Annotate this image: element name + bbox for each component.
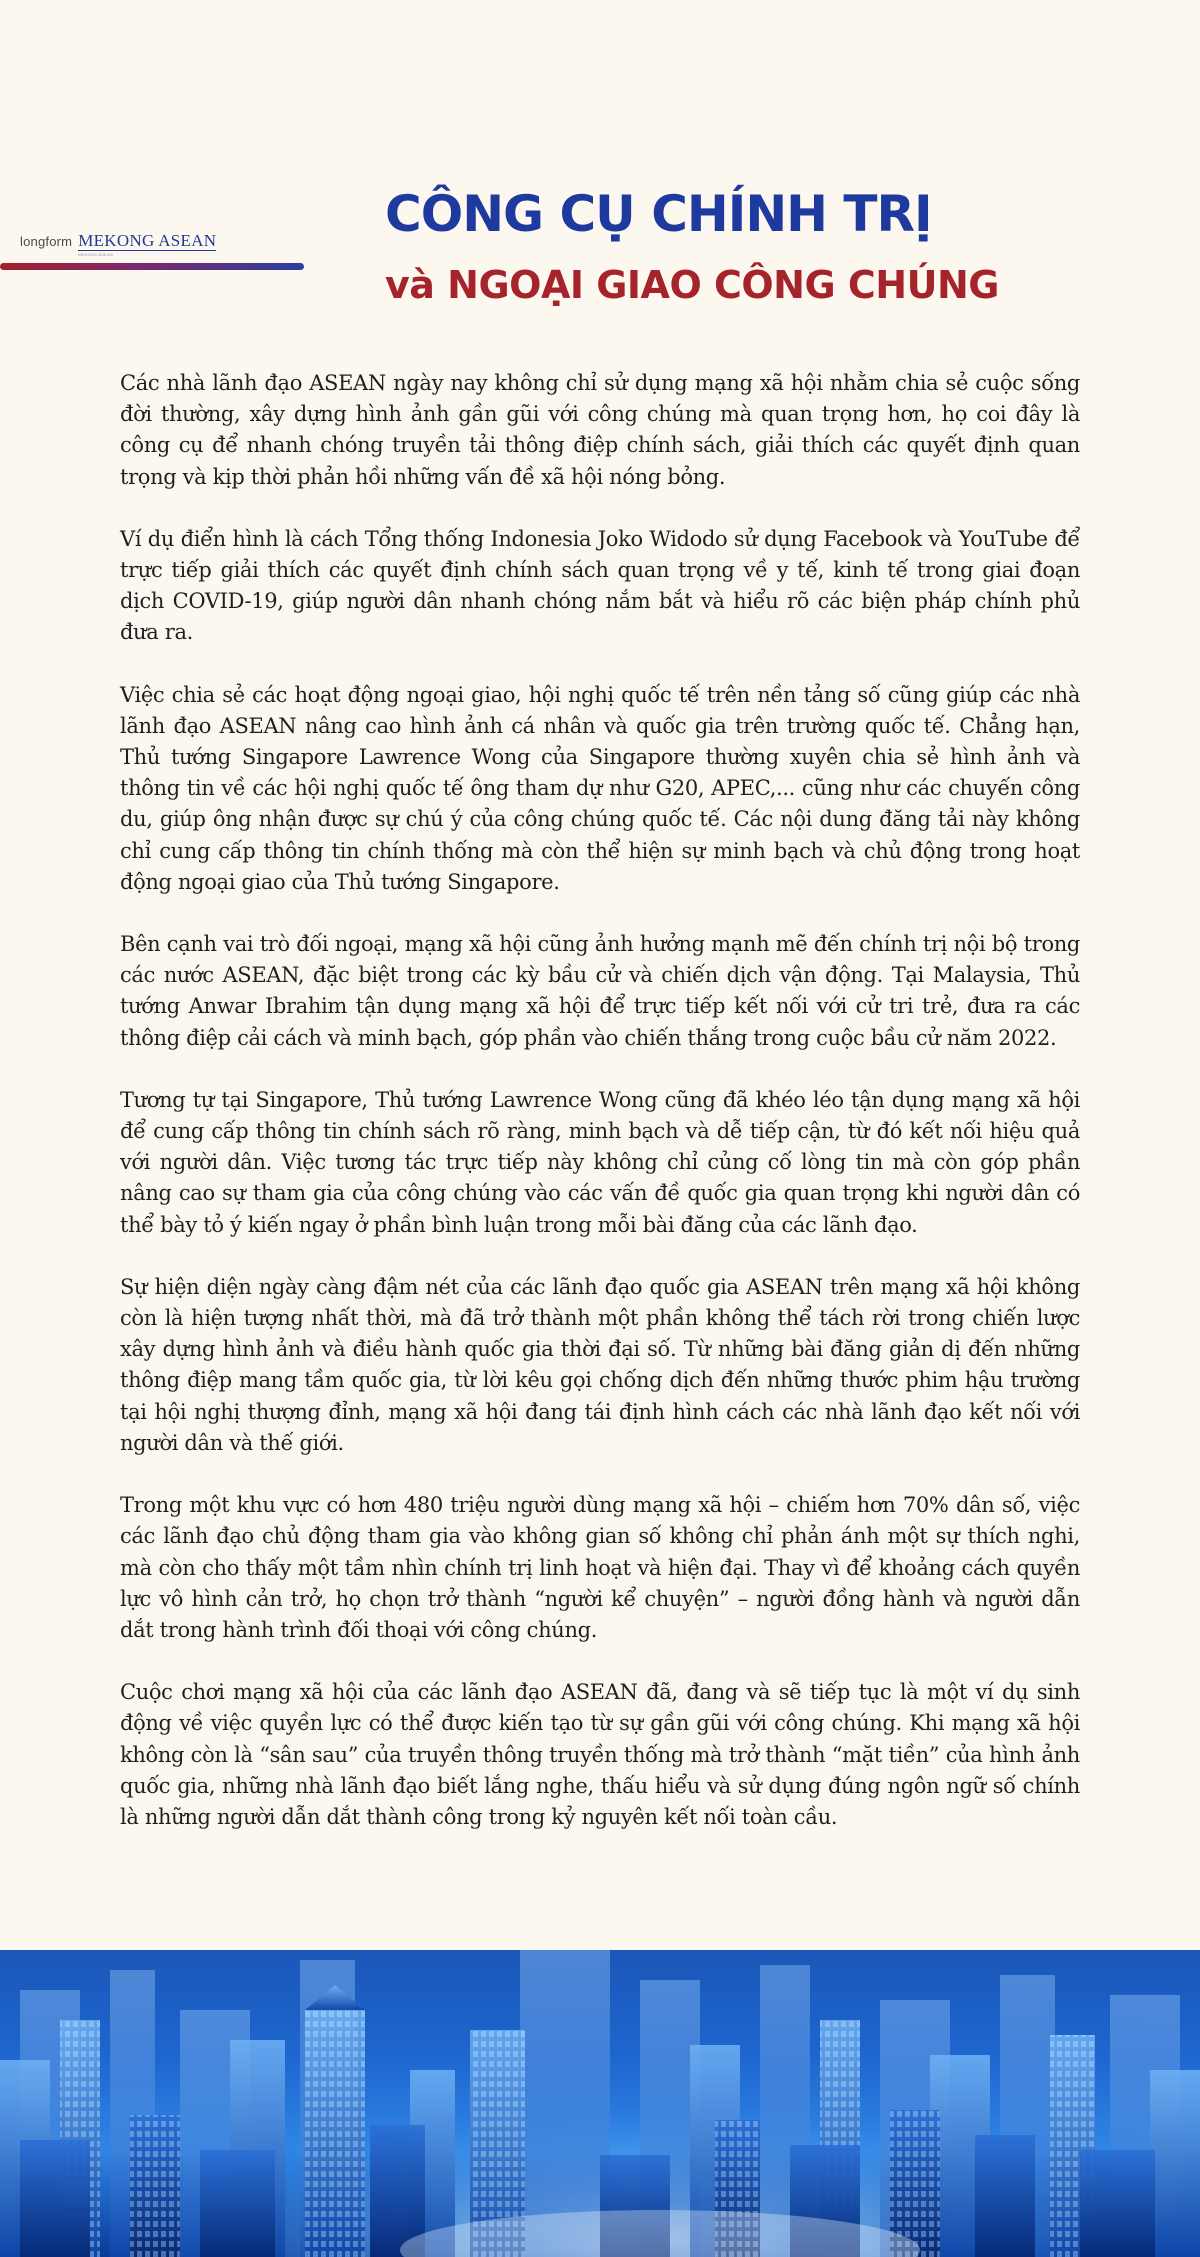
- article-paragraph-3: Việc chia sẻ các hoạt động ngoại giao, hội nghị quốc tế trên nền tảng số cũng giúp các nhà lãnh đạo ASEAN nâng cao hình ảnh cá nhân và quốc gia trên trường quốc tế. Chẳng hạn, Thủ tướng Singapore Lawrence Wong của Singapore thường xuyên chia sẻ hình ảnh và thông tin về các hội nghị quốc tế ông tham dự như G20, APEC,... cũng như các chuyến công du, giúp ông nhận được sự chú ý của công chúng quốc tế. Các nội dung đăng tải này không chỉ cung cấp thông tin chính thống mà còn thể hiện sự minh bạch và chủ động trong hoạt động ngoại giao của Thủ tướng Singapore.: [120, 682, 1080, 894]
- mekong-asean-logo: [78, 232, 216, 257]
- mekong-asean-logo-text: MEKONG ASEAN: [78, 231, 217, 250]
- article-paragraph-8: Cuộc chơi mạng xã hội của các lãnh đạo ASEAN đã, đang và sẽ tiếp tục là một ví dụ sinh động về việc quyền lực có thể được kiến tạo từ sự gần gũi với công chúng. Khi mạng xã hội không còn là “sân sau” của truyền thông truyền thống mà trở thành “mặt tiền” của hình ảnh quốc gia, những nhà lãnh đạo biết lắng nghe, thấu hiểu và sử dụng đúng ngôn ngữ số chính là những người dẫn dắt thành công trong kỷ nguyên kết nối toàn cầu.: [120, 1680, 1080, 1829]
- article-paragraph-1: Các nhà lãnh đạo ASEAN ngày nay không chỉ sử dụng mạng xã hội nhằm chia sẻ cuộc sống đời thường, xây dựng hình ảnh gần gũi với công chúng mà quan trọng hơn, họ coi đây là công cụ để nhanh chóng truyền tải thông điệp chính sách, giải thích các quyết định quan trọng và kịp thời phản hồi những vấn đề xã hội nóng bỏng.: [120, 371, 1080, 489]
- article-body: [120, 368, 1080, 1864]
- city-skyline-illustration: [0, 1950, 1200, 2257]
- article-paragraph-5: Tương tự tại Singapore, Thủ tướng Lawrence Wong cũng đã khéo léo tận dụng mạng xã hội để cung cấp thông tin chính sách rõ ràng, minh bạch và dễ tiếp cận, từ đó kết nối hiệu quả với người dân. Việc tương tác trực tiếp này không chỉ củng cố lòng tin mà còn góp phần nâng cao sự tham gia của công chúng vào các vấn đề quốc gia quan trọng khi người dân có thể bày tỏ ý kiến ngay ở phần bình luận trong mỗi bài đăng của các lãnh đạo.: [120, 1087, 1080, 1237]
- page-header: [0, 0, 1200, 320]
- brand-longform-label: longform: [20, 234, 73, 249]
- mekong-asean-logo-tagline: MEKONG ASEAN: [78, 252, 113, 257]
- article-paragraph-6: Sự hiện diện ngày càng đậm nét của các lãnh đạo quốc gia ASEAN trên mạng xã hội không còn là hiện tượng nhất thời, mà đã trở thành một phần không thể tách rời trong chiến lược xây dựng hình ảnh và điều hành quốc gia thời đại số. Từ những bài đăng giản dị đến những thông điệp mang tầm quốc gia, từ lời kêu gọi chống dịch đến những thước phim hậu trường tại hội nghị thượng đỉnh, mạng xã hội đang tái định hình cách các nhà lãnh đạo kết nối với người dân và thế giới.: [120, 1274, 1080, 1455]
- brand-lockup[interactable]: [20, 232, 216, 257]
- city-skyline-image: [0, 1950, 1200, 2257]
- article-paragraph-7: Trong một khu vực có hơn 480 triệu người dùng mạng xã hội – chiếm hơn 70% dân số, việc các lãnh đạo chủ động tham gia vào không gian số không chỉ phản ánh một sự thích nghi, mà còn cho thấy một tầm nhìn chính trị linh hoạt và hiện đại. Thay vì để khoảng cách quyền lực vô hình cản trở, họ chọn trở thành “người kể chuyện” – người đồng hành và người dẫn dắt trong hành trình đối thoại với công chúng.: [120, 1493, 1080, 1642]
- header-gradient-rule: [0, 263, 304, 270]
- page-title-primary: CÔNG CỤ CHÍNH TRỊ: [385, 184, 932, 243]
- article-paragraph-4: Bên cạnh vai trò đối ngoại, mạng xã hội cũng ảnh hưởng mạnh mẽ đến chính trị nội bộ trong các nước ASEAN, đặc biệt trong các kỳ bầu cử và chiến dịch vận động. Tại Malaysia, Thủ tướng Anwar Ibrahim tận dụng mạng xã hội để trực tiếp kết nối với cử tri trẻ, đưa ra các thông điệp cải cách và minh bạch, góp phần vào chiến thắng trong cuộc bầu cử năm 2022.: [120, 932, 1080, 1050]
- page-title-secondary: và NGOẠI GIAO CÔNG CHÚNG: [385, 262, 999, 307]
- article-paragraph-2: Ví dụ điển hình là cách Tổng thống Indonesia Joko Widodo sử dụng Facebook và YouTube để trực tiếp giải thích các quyết định chính sách quan trọng về y tế, kinh tế trong giai đoạn dịch COVID-19, giúp người dân nhanh chóng nắm bắt và hiểu rõ các biện pháp chính phủ đưa ra.: [120, 526, 1080, 645]
